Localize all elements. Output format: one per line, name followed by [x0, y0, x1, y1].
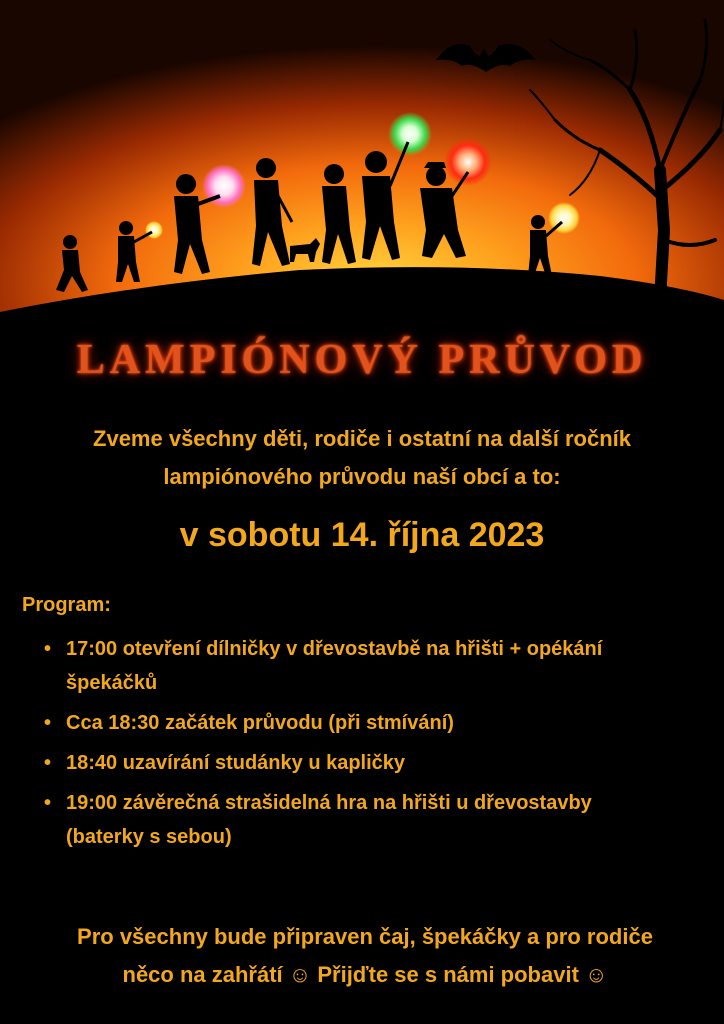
invitation-line-1: Zveme všechny děti, rodiče i ostatní na další ročník — [93, 426, 631, 451]
program-item-text-cont: špekáčků — [66, 672, 158, 694]
closing-line-1: Pro všechny bude připraven čaj, špekáčky a pro rodiče — [77, 924, 653, 949]
program-item — [44, 746, 704, 780]
program-item — [44, 706, 704, 740]
lantern-small — [145, 221, 163, 239]
event-title: LAMPIÓNOVÝ PRŮVOD — [76, 337, 648, 383]
bullet-icon: • — [44, 712, 52, 734]
program-heading: Program: — [22, 594, 111, 616]
invitation-line-2: lampiónového průvodu naší obcí a to: — [163, 464, 561, 489]
program-item-text-cont: (baterky s sebou) — [66, 826, 232, 848]
bullet-icon: • — [44, 638, 52, 660]
program-item — [44, 786, 704, 854]
program-item-text: 18:40 uzavírání studánky u kapličky — [66, 752, 406, 774]
program-item-text: Cca 18:30 začátek průvodu (při stmívání) — [66, 712, 454, 734]
closing-line-2: něco na zahřátí ☺ Přijďte se s námi pobavit ☺ — [122, 962, 608, 987]
closing-text — [20, 918, 710, 994]
invitation-text — [30, 420, 694, 496]
program-item — [44, 632, 704, 700]
program-item-text: 17:00 otevření dílničky v dřevostavbě na hřišti + opékání — [66, 638, 603, 660]
program-item-text: 19:00 závěrečná strašidelná hra na hřišti u dřevostavby — [66, 792, 592, 814]
bullet-icon: • — [44, 752, 52, 774]
lantern-red — [444, 138, 492, 186]
lantern-green — [388, 112, 432, 156]
lantern-procession-image — [0, 0, 724, 330]
bullet-icon: • — [44, 792, 52, 814]
hero-illustration — [0, 0, 724, 330]
event-date: v sobotu 14. října 2023 — [179, 516, 545, 554]
program-list — [44, 632, 704, 860]
